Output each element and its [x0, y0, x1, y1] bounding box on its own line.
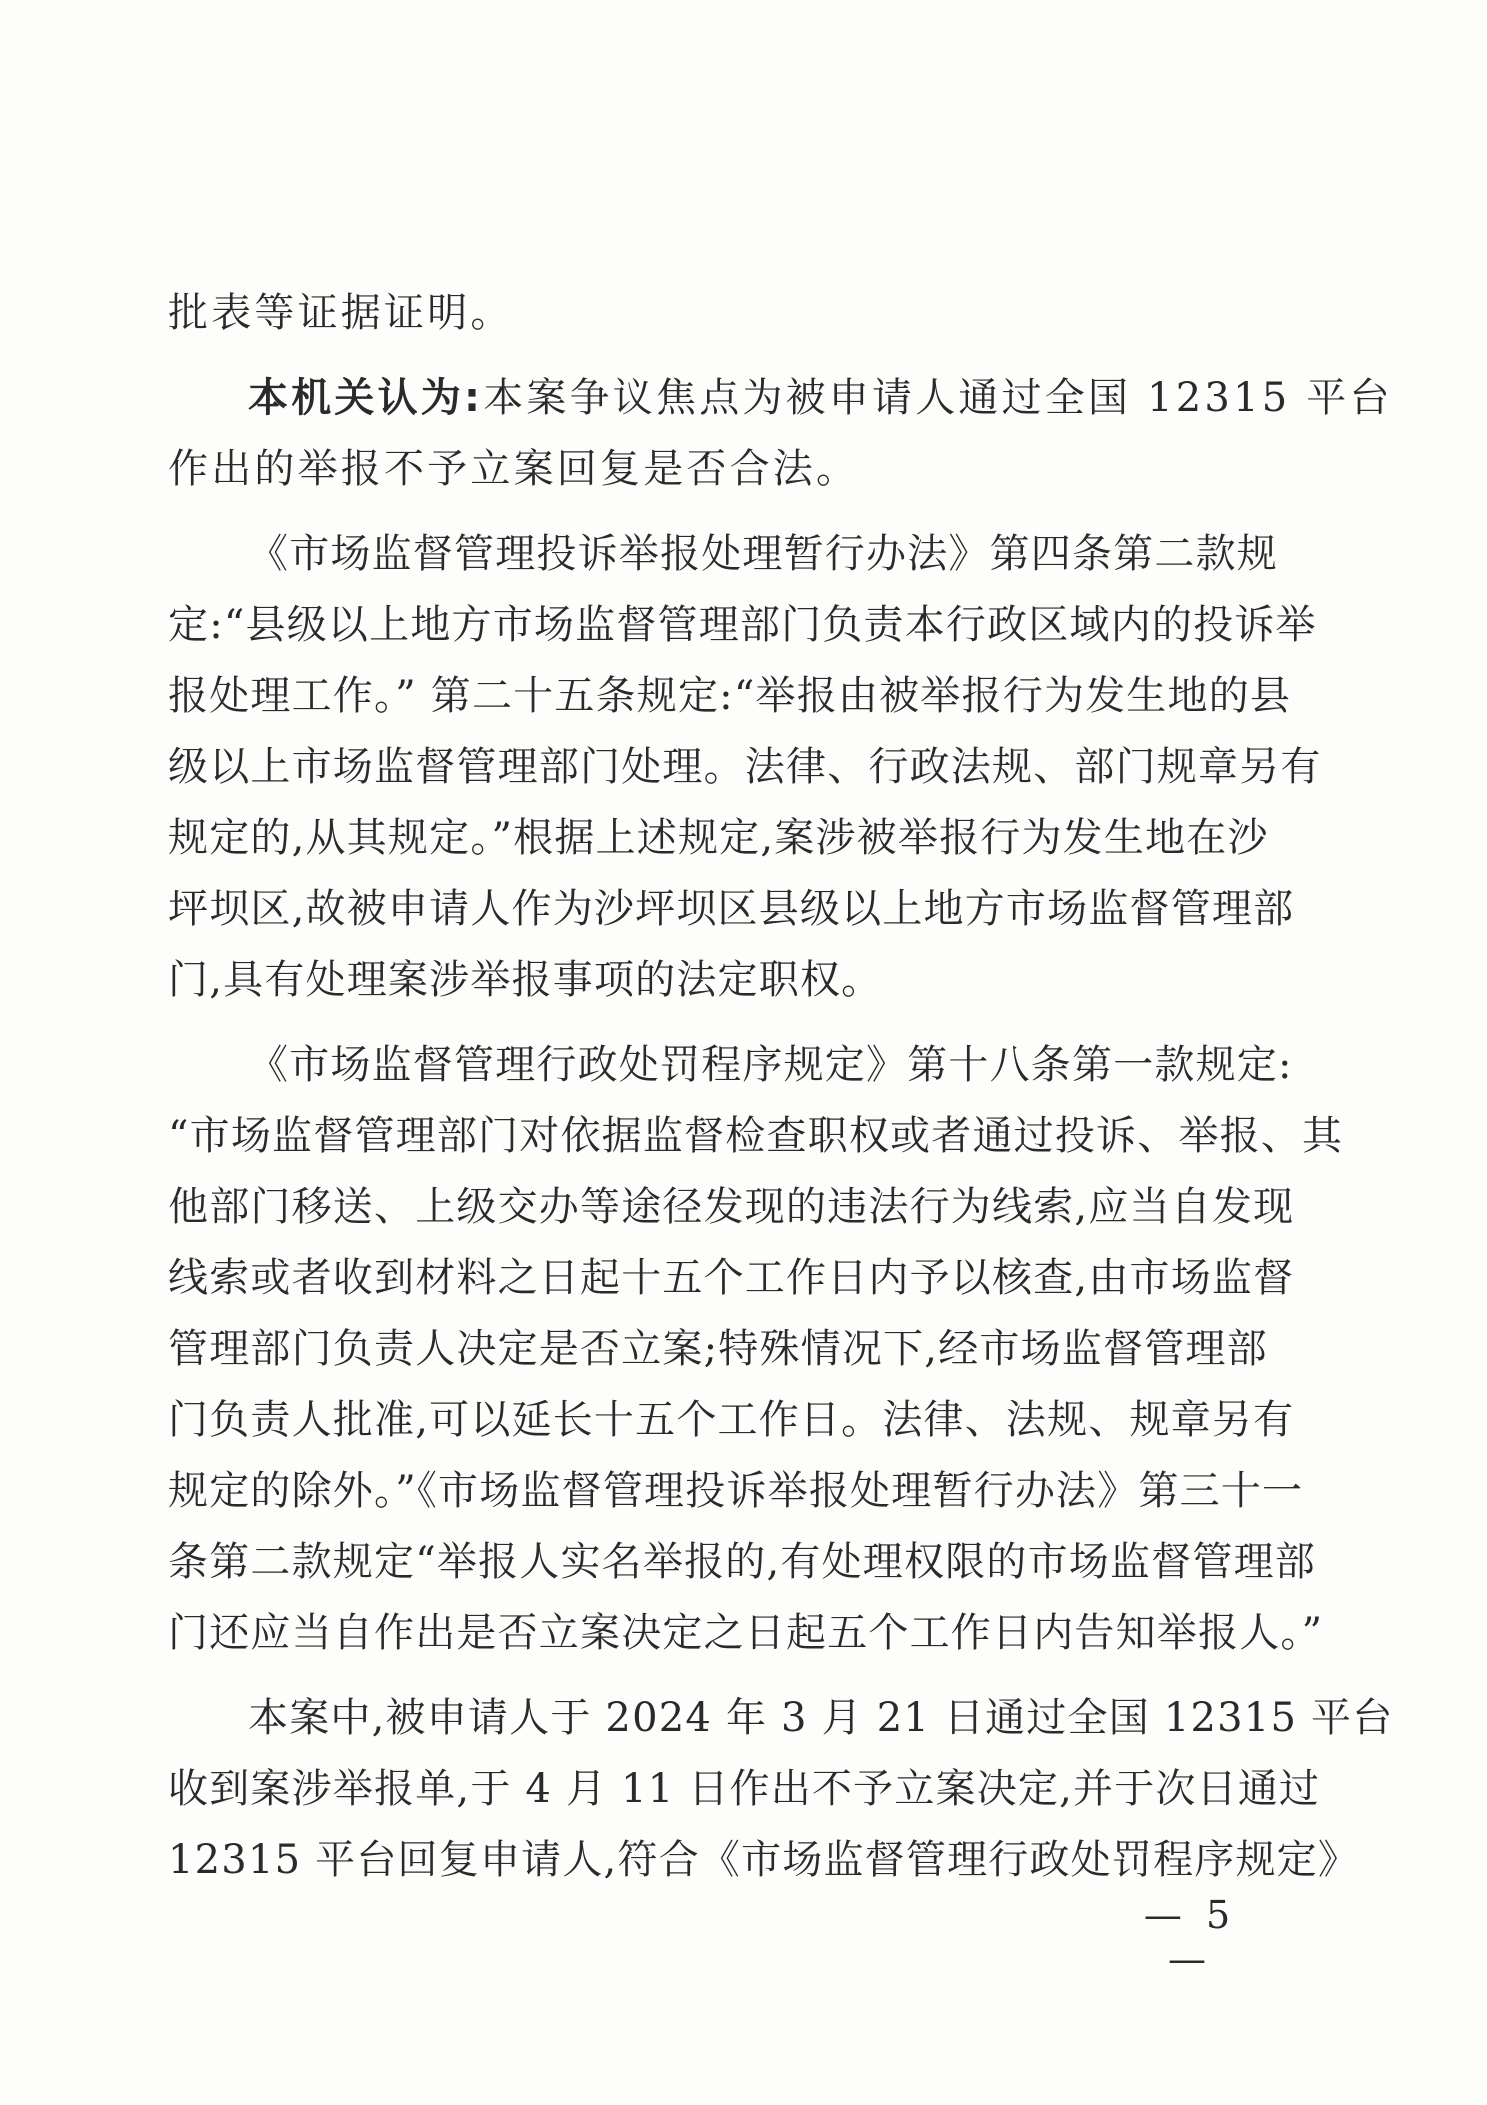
- page-number: — 5 —: [1143, 1893, 1237, 1981]
- bold-lead: 本机关认为:: [248, 375, 484, 421]
- text-line: 报处理工作。” 第二十五条规定:“举报由被举报行为发生地的县: [168, 673, 1292, 719]
- text-line: 门负责人批准,可以延长十五个工作日。法律、法规、规章另有: [168, 1397, 1295, 1443]
- text-line: 坪坝区,故被申请人作为沙坪坝区县级以上地方市场监督管理部: [168, 886, 1295, 932]
- text-line: 12315 平台回复申请人,符合《市场监督管理行政处罚程序规定》: [168, 1837, 1360, 1883]
- text-line: 条第二款规定“举报人实名举报的,有处理权限的市场监督管理部: [168, 1539, 1316, 1585]
- text-line: 级以上市场监督管理部门处理。法律、行政法规、部门规章另有: [168, 744, 1322, 790]
- text-line-rest: 本案争议焦点为被申请人通过全国 12315 平台: [483, 375, 1393, 421]
- paragraph-gap: [168, 505, 1273, 519]
- text-line: [168, 363, 1393, 434]
- text-line: 批表等证据证明。: [168, 290, 514, 336]
- text-line: 作出的举报不予立案回复是否合法。: [168, 446, 860, 492]
- text-line: 收到案涉举报单,于 4 月 11 日作出不予立案决定,并于次日通过: [168, 1766, 1321, 1812]
- text-line: 《市场监督管理行政处罚程序规定》第十八条第一款规定:: [248, 1042, 1293, 1088]
- body-text: [168, 278, 1394, 1896]
- text-line: 本案中,被申请人于 2024 年 3 月 21 日通过全国 12315 平台: [248, 1695, 1394, 1741]
- paragraph-gap: [168, 1669, 1273, 1683]
- text-line: 管理部门负责人决定是否立案;特殊情况下,经市场监督管理部: [168, 1326, 1268, 1372]
- text-line: 规定的,从其规定。”根据上述规定,案涉被举报行为发生地在沙: [168, 815, 1269, 861]
- text-line: 门,具有处理案涉举报事项的法定职权。: [168, 957, 883, 1003]
- paragraph-gap: [168, 349, 1273, 363]
- text-line: 他部门移送、上级交办等途径发现的违法行为线索,应当自发现: [168, 1184, 1295, 1230]
- text-line: “市场监督管理部门对依据监督检查职权或者通过投诉、举报、其: [168, 1113, 1344, 1159]
- text-line: 门还应当自作出是否立案决定之日起五个工作日内告知举报人。”: [168, 1610, 1324, 1656]
- text-line: 定:“县级以上地方市场监督管理部门负责本行政区域内的投诉举: [168, 602, 1317, 648]
- text-line: 《市场监督管理投诉举报处理暂行办法》第四条第二款规: [248, 531, 1278, 577]
- text-line: 规定的除外。”《市场监督管理投诉举报处理暂行办法》第三十一: [168, 1468, 1304, 1514]
- text-line: 线索或者收到材料之日起十五个工作日内予以核查,由市场监督: [168, 1255, 1295, 1301]
- paragraph-gap: [168, 1016, 1273, 1030]
